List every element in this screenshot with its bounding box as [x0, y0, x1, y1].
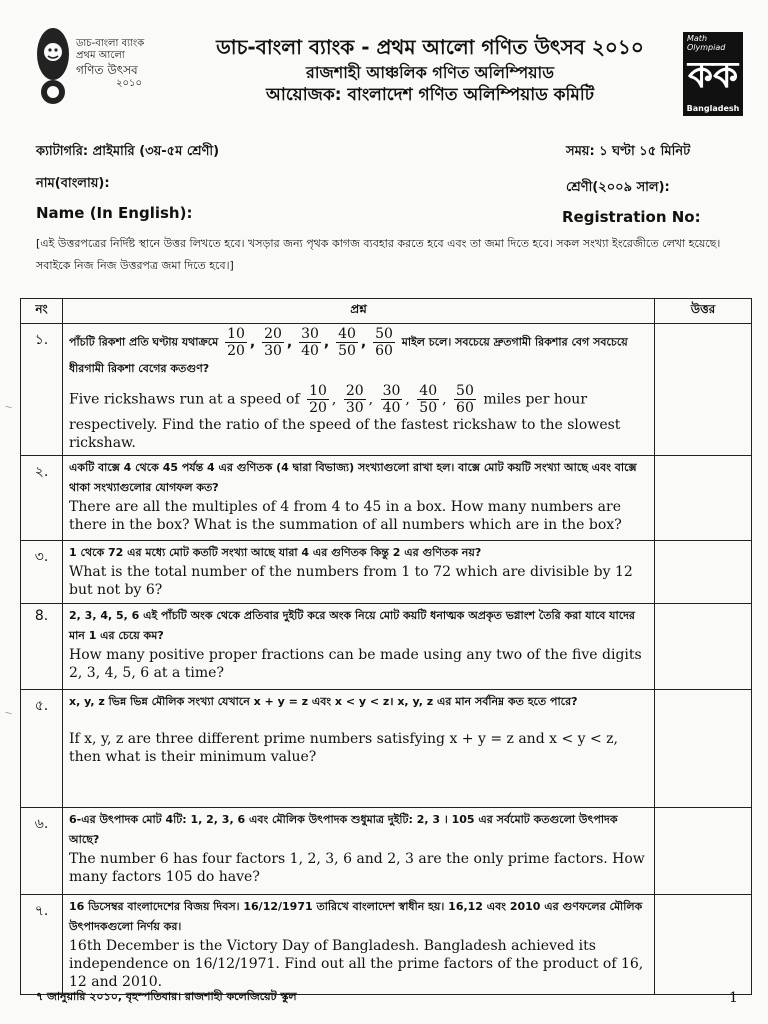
table-row — [21, 456, 752, 541]
fraction-numerator: 30 — [382, 383, 401, 399]
fraction-numerator: 20 — [264, 326, 282, 342]
question-bangla-post: মাইল চলে। সবচেয়ে দ্রুতগামী রিকশার বেগ সবচেয়ে ধীরগামী রিকশা বেগের কতগুণ? — [69, 335, 628, 375]
question-english: What is the total number of the numbers from 1 to 72 which are divisible by 12 but not by 6? — [69, 564, 633, 598]
answer-cell[interactable] — [655, 541, 752, 604]
answer-cell[interactable] — [655, 324, 752, 456]
question-english-pre: Five rickshaws run at a speed of — [69, 391, 300, 408]
fraction-denominator: 60 — [456, 400, 474, 416]
fraction-numerator: 40 — [338, 326, 356, 342]
fraction — [336, 326, 358, 359]
logo-line-3: গণিত উৎসব — [76, 63, 138, 77]
page-number: 1 — [729, 990, 738, 1006]
question-cell — [63, 808, 655, 895]
question-cell — [63, 456, 655, 541]
table-row — [21, 541, 752, 604]
question-english: 16th December is the Victory Day of Bangladesh. Bangladesh achieved its independence on 16/12/1971. Find out all the prime factors of the product of 16, 12 and 2010. — [69, 938, 644, 990]
question-bangla: x, y, z ভিন্ন ভিন্ন মৌলিক সংখ্যা যেখানে x + y = z এবং x < y < z। x, y, z এর মান সর্বনিম্ন কত হতে পারে? — [69, 695, 578, 708]
fraction-numerator: 10 — [227, 326, 245, 342]
festival-logo-text — [76, 38, 186, 90]
logo-line-2: প্রথম আলো — [76, 50, 125, 61]
question-bangla: 6-এর উৎপাদক মোট 4টি: 1, 2, 3, 6 এবং মৌলিক উৎপাদক শুধুমাত্র দুইটি: 2, 3 । 105 এর সর্বমোট কতগুলো উৎপাদক আছে? — [69, 813, 618, 846]
column-header-no: নং — [21, 299, 63, 324]
question-bangla: 1 থেকে 72 এর মধ্যে মোট কতটি সংখ্যা আছে যারা 4 এর গুণিতক কিন্তু 2 এর গুণিতক নয়? — [69, 546, 482, 559]
column-header-question: প্রশ্ন — [63, 299, 655, 324]
question-cell — [63, 604, 655, 690]
registration-label: Registration No: — [562, 208, 701, 226]
page-title: ডাচ-বাংলা ব্যাংক - প্রথম আলো গণিত উৎসব ২০১০ — [216, 35, 644, 59]
fraction — [307, 383, 329, 416]
question-bangla: একটি বাক্সে 4 থেকে 45 পর্যন্ত 4 এর গুণিতক (4 দ্বারা বিভাজ্য) সংখ্যাগুলো রাখা হল। বাক্সে মোট কয়টি সংখ্যা আছে এবং বাক্সে থাকা সংখ্যাগুলোর যোগফল কত? — [69, 461, 637, 494]
fraction — [417, 383, 439, 416]
question-number: ৬. — [21, 808, 63, 895]
category-label: ক্যাটাগরি: প্রাইমারি (৩য়-৫ম শ্রেণী) — [36, 144, 220, 159]
question-bangla: 2, 3, 4, 5, 6 এই পাঁচটি অংক থেকে প্রতিবার দুইটি করে অংক নিয়ে মোট কয়টি ধনাত্মক অপ্রকৃত ভগ্নাংশ তৈরি করা যাবে যাদের মান 1 এর চেয়ে কম? — [69, 609, 635, 642]
question-number: 8. — [21, 604, 63, 690]
name-english-label: Name (In English): — [36, 204, 193, 222]
page-subtitle: রাজশাহী আঞ্চলিক গণিত অলিম্পিয়াড — [306, 63, 554, 82]
answer-cell[interactable] — [655, 604, 752, 690]
fraction — [299, 326, 321, 359]
organizer-line: আয়োজক: বাংলাদেশ গণিত অলিম্পিয়াড কমিটি — [266, 85, 594, 105]
header-titles — [190, 34, 670, 106]
fraction — [225, 326, 247, 359]
table-row — [21, 604, 752, 690]
fraction — [454, 383, 476, 416]
answer-cell[interactable] — [655, 690, 752, 808]
math-olympiad-logo — [683, 32, 743, 116]
table-row — [21, 808, 752, 895]
margin-mark-icon — [0, 712, 18, 714]
questions-table — [20, 298, 752, 995]
question-english: How many positive proper fractions can be made using any two of the five digits 2, 3, 4, 5, 6 at a time? — [69, 647, 642, 681]
fraction-denominator: 50 — [338, 343, 356, 359]
logo-line-4: ২০১০ — [116, 78, 142, 89]
question-number: ১. — [21, 324, 63, 456]
question-number: ৭. — [21, 895, 63, 995]
name-bangla-label: নাম(বাংলায়): — [36, 176, 110, 191]
margin-mark-icon — [0, 406, 18, 408]
logo-line-1: ডাচ-বাংলা ব্যাংক — [76, 38, 145, 49]
question-english: Five rickshaws run at a speed of $\frac{10}{20}$ , $\frac{20}{30}$ , $\frac{30}{40}$ , $\frac{40}{50}$ , $\frac{50}{60}$ miles per hour respectively. Find the ratio of the speed of the fastest rickshaw to the slowest rickshaw. — [69, 383, 621, 451]
question-number: ৩. — [21, 541, 63, 604]
question-bangla-pre: পাঁচটি রিকশা প্রতি ঘণ্টায় যথাক্রমে — [69, 335, 219, 349]
fraction-denominator: 40 — [382, 400, 401, 416]
fraction — [381, 383, 403, 416]
question-english: If x, y, z are three different prime numbers satisfying x + y = z and x < y < z, then what is their minimum value? — [69, 731, 619, 765]
festival-logo-icon — [36, 26, 70, 108]
fraction — [373, 326, 395, 359]
fraction-numerator: 20 — [345, 383, 364, 399]
instructions-text: [এই উত্তরপত্রের নির্দিষ্ট স্থানে উত্তর লিখতে হবে। খসড়ার জন্য পৃথক কাগজ ব্যবহার করতে হবে এবং তা জমা দিতে হবে। সকল সংখ্যা ইংরেজীতে লেখা হয়েছে। সবাইকে নিজ নিজ উত্তরপত্র জমা দিতে হবে।] — [36, 237, 721, 272]
question-cell — [63, 895, 655, 995]
page-header — [0, 0, 768, 125]
question-english-post: miles per hour respectively. Find the ratio of the speed of the fastest rickshaw to the slowest rickshaw. — [69, 391, 621, 451]
question-cell — [63, 541, 655, 604]
question-cell — [63, 690, 655, 808]
table-header-row — [21, 299, 752, 324]
question-english: There are all the multiples of 4 from 4 to 45 in a box. How many numbers are there in the box? What is the summation of all numbers which are in the box? — [69, 499, 622, 533]
table-row — [21, 895, 752, 995]
fraction-denominator: 20 — [309, 400, 327, 416]
question-english: The number 6 has four factors 1, 2, 3, 6 and 2, 3 are the only prime factors. How many factors 105 do have? — [69, 851, 645, 885]
answer-cell[interactable] — [655, 456, 752, 541]
answer-cell[interactable] — [655, 808, 752, 895]
question-cell — [63, 324, 655, 456]
question-number: ৫. — [21, 690, 63, 808]
table-row — [21, 690, 752, 808]
question-number: ২. — [21, 456, 63, 541]
fraction — [262, 326, 284, 359]
fraction-numerator: 10 — [309, 383, 327, 399]
fraction-numerator: 40 — [419, 383, 438, 399]
logo-right-top-text: Math Olympiad — [687, 34, 726, 52]
fraction-numerator: 50 — [456, 383, 474, 399]
column-header-answer: উত্তর — [655, 299, 752, 324]
fraction — [344, 383, 366, 416]
logo-right-glyph: কক — [687, 55, 739, 96]
fraction-denominator: 40 — [301, 343, 319, 359]
footer-date-venue: ৭ জানুয়ারি ২০১০, বৃহস্পতিবার। রাজশাহী কলেজিয়েট স্কুল — [36, 990, 297, 1003]
question-bangla: পাঁচটি রিকশা প্রতি ঘণ্টায় যথাক্রমে $\frac{10}{20}$ , $\frac{20}{30}$ , $\frac{30}{40}$ , $\frac{40}{50}$ , $\frac{50}{60}$ মাইল চলে। সবচেয়ে দ্রুতগামী রিকশার বেগ সবচেয়ে ধীরগামী রিকশা বেগের কতগুণ? — [69, 326, 628, 375]
class-year-label: শ্রেণী(২০০৯ সাল): — [566, 180, 670, 195]
table-row — [21, 324, 752, 456]
fraction-denominator: 20 — [227, 343, 245, 359]
time-label: সময়: ১ ঘণ্টা ১৫ মিনিট — [566, 144, 691, 159]
fraction-denominator: 30 — [264, 343, 282, 359]
fraction-numerator: 50 — [375, 326, 393, 342]
fraction-numerator: 30 — [301, 326, 319, 342]
fraction-denominator: 50 — [419, 400, 438, 416]
question-bangla: 16 ডিসেম্বর বাংলাদেশের বিজয় দিবস। 16/12/1971 তারিখে বাংলাদেশ স্বাধীন হয়। 16,12 এবং 2010 এর গুণফলের মৌলিক উৎপাদকগুলো নির্ণয় কর। — [69, 900, 643, 933]
fraction-denominator: 30 — [345, 400, 364, 416]
fraction-denominator: 60 — [375, 343, 393, 359]
answer-cell[interactable] — [655, 895, 752, 995]
logo-right-bottom-text: Bangladesh — [686, 104, 740, 113]
